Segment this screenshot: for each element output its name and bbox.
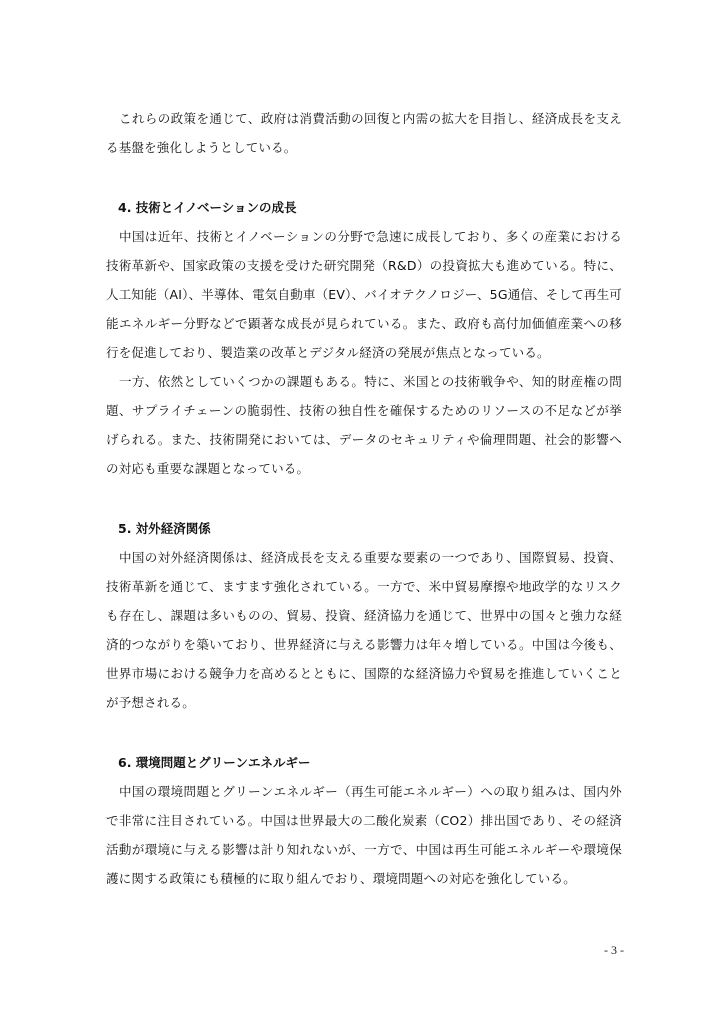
section-gap: [106, 162, 622, 193]
section-heading: 6. 環境問題とグリーンエネルギー: [118, 755, 311, 770]
section-gap: [106, 717, 622, 748]
section-environment-green-energy: [106, 748, 622, 893]
section-heading: 5. 対外経済関係: [118, 521, 211, 536]
section-paragraph: 中国の環境問題とグリーンエネルギー（再生可能エネルギー）への取り組みは、国内外で非常に注目されている。中国は世界最大の二酸化炭素（CO2）排出国であり、その経済活動が環境に与える影響は計り知れないが、一方で、中国は再生可能エネルギーや環境保護に関する政策にも積極的に取り組んでおり、環境問題への対応を強化している。: [106, 784, 622, 886]
section-external-economic-relations: [106, 514, 622, 717]
section-technology-innovation: [106, 193, 622, 483]
intro-paragraph: これらの政策を通じて、政府は消費活動の回復と内需の拡大を目指し、経済成長を支える基盤を強化しようとしている。: [106, 111, 622, 155]
section-gap: [106, 483, 622, 514]
document-page: [106, 104, 622, 893]
page-number: - 3 -: [604, 943, 624, 957]
section-paragraph: 中国の対外経済関係は、経済成長を支える重要な要素の一つであり、国際貿易、投資、技術革新を通じて、ますます強化されている。一方で、米中貿易摩擦や地政学的なリスクも存在し、課題は多いものの、貿易、投資、経済協力を通じて、世界中の国々と強力な経済的つながりを築いており、世界経済に与える影響力は年々増している。中国は今後も、世界市場における競争力を高めるとともに、国際的な経済協力や貿易を推進していくことが予想される。: [106, 550, 622, 710]
section-paragraph: 中国は近年、技術とイノベーションの分野で急速に成長しており、多くの産業における技術革新や、国家政策の支援を受けた研究開発（R&D）の投資拡大も進めている。特に、人工知能（AI）、半導体、電気自動車（EV）、バイオテクノロジー、5G通信、そして再生可能エネルギー分野などで顕著な成長が見られている。また、政府も高付加価値産業への移行を促進しており、製造業の改革とデジタル経済の発展が焦点となっている。: [106, 229, 623, 360]
section-heading: 4. 技術とイノベーションの成長: [118, 200, 297, 215]
section-paragraph: 一方、依然としていくつかの課題もある。特に、米国との技術戦争や、知的財産権の問題、サプライチェーンの脆弱性、技術の独自性を確保するためのリソースの不足などが挙げられる。また、技術開発においては、データのセキュリティや倫理問題、社会的影響への対応も重要な課題となっている。: [106, 374, 622, 476]
